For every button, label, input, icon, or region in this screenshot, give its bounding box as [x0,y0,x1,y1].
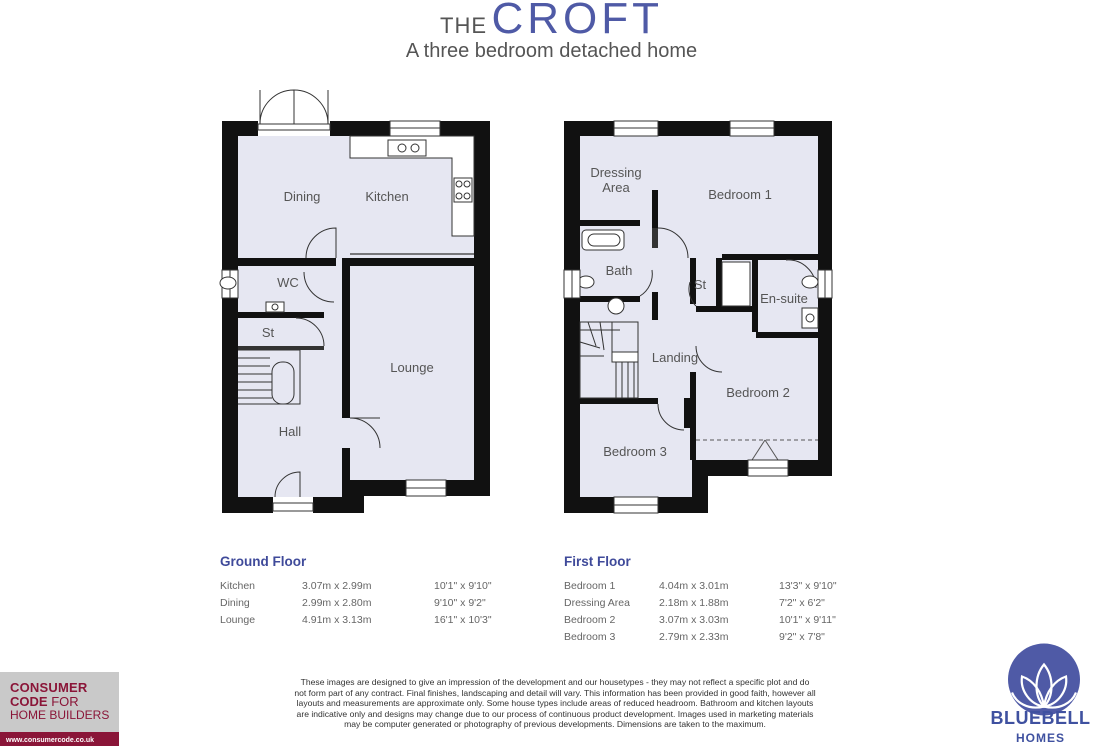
room-name: Kitchen [220,579,256,592]
first-floor-heading: First Floor [564,554,631,569]
label-wc: WC [277,275,299,290]
room-metric: 3.07m x 2.99m [302,579,372,592]
table-row [220,577,492,594]
cc-url: www.consumercode.co.uk [6,737,95,744]
room-imperial: 16'1" x 10'3" [434,613,492,626]
disclaimer [205,677,905,730]
kitchen-sink-icon [388,140,426,156]
first-floor-table [564,577,837,645]
disclaimer-line: layouts and measurements are approximate only. Some house types include areas of reduced headroom. Bathroom and kitchen layouts [296,698,814,709]
label-st: St [261,325,275,340]
room-name: Bedroom 1 [564,579,616,592]
label-bedroom-3: Bedroom 3 [603,444,667,459]
label-st-first: St [693,277,707,292]
table-row [220,611,492,628]
first-floor-plan [564,121,832,513]
room-metric: 3.07m x 3.03m [659,613,729,626]
room-metric: 4.91m x 3.13m [302,613,372,626]
room-name: Bedroom 3 [564,630,616,643]
ground-floor-plan [220,90,490,513]
table-row [564,594,837,611]
label-bedroom-1: Bedroom 1 [708,187,772,202]
label-dining: Dining [283,189,321,204]
room-metric: 2.79m x 2.33m [659,630,729,643]
disclaimer-line: not form part of any contract. Final finishes, landscaping and detail will vary. This information has been provided in good faith, however all [294,687,816,698]
consumer-code-logo [0,672,119,746]
room-imperial: 10'1" x 9'11" [779,613,836,626]
room-imperial: 7'2" x 6'2" [779,596,825,609]
cc-line-3: HOME BUILDERS [10,708,110,722]
bath-basin-icon [608,298,624,314]
cc-line-1: CONSUMER [10,680,88,695]
shower-icon [722,262,750,306]
page-subtitle: A three bedroom detached home [405,40,698,62]
room-name: Dining [220,596,250,609]
label-dressing-2: Area [602,180,630,195]
cc-line-2 [10,694,79,709]
first-floor-spec [564,554,837,645]
table-row [564,628,837,645]
table-row [564,577,837,594]
room-imperial: 9'10" x 9'2" [434,596,486,609]
title-croft: CROFT [491,0,663,43]
cc-for: FOR [51,694,79,709]
room-name: Bedroom 2 [564,613,616,626]
label-lounge: Lounge [390,360,434,375]
room-name: Dressing Area [564,596,630,609]
label-ensuite: En-suite [760,291,808,306]
label-landing: Landing [651,350,699,365]
table-row [220,594,492,611]
cc-code: CODE [10,694,48,709]
room-imperial: 9'2" x 7'8" [779,630,825,643]
label-dressing-1: Dressing [590,165,642,180]
bluebell-name: BLUEBELL [990,708,1091,728]
ground-floor-table [220,577,492,628]
label-bedroom-2: Bedroom 2 [726,385,790,400]
table-row [564,611,837,628]
ground-floor-heading: Ground Floor [220,554,307,569]
label-bath: Bath [605,263,633,278]
room-metric: 2.99m x 2.80m [302,596,372,609]
room-imperial: 13'3" x 9'10" [779,579,837,592]
ground-floor-spec [220,554,492,628]
bluebell-sub: HOMES [1015,731,1065,745]
disclaimer-line: may be computer generated or photography of previous developments. Dimensions are taken to the maximum. [344,719,766,730]
disclaimer-line: are indicative only and designs may change due to our process of continuous product development. Images used in marketing materials [296,708,814,719]
room-imperial: 10'1" x 9'10" [434,579,492,592]
room-name: Lounge [220,613,256,626]
title-the: THE [440,13,487,38]
label-hall: Hall [278,424,302,439]
disclaimer-line: These images are designed to give an impression of the development and our housetypes - they may not reflect a specific plot and do [300,677,810,687]
room-metric: 4.04m x 3.01m [659,579,729,592]
room-metric: 2.18m x 1.88m [659,596,729,609]
label-kitchen: Kitchen [365,189,409,204]
